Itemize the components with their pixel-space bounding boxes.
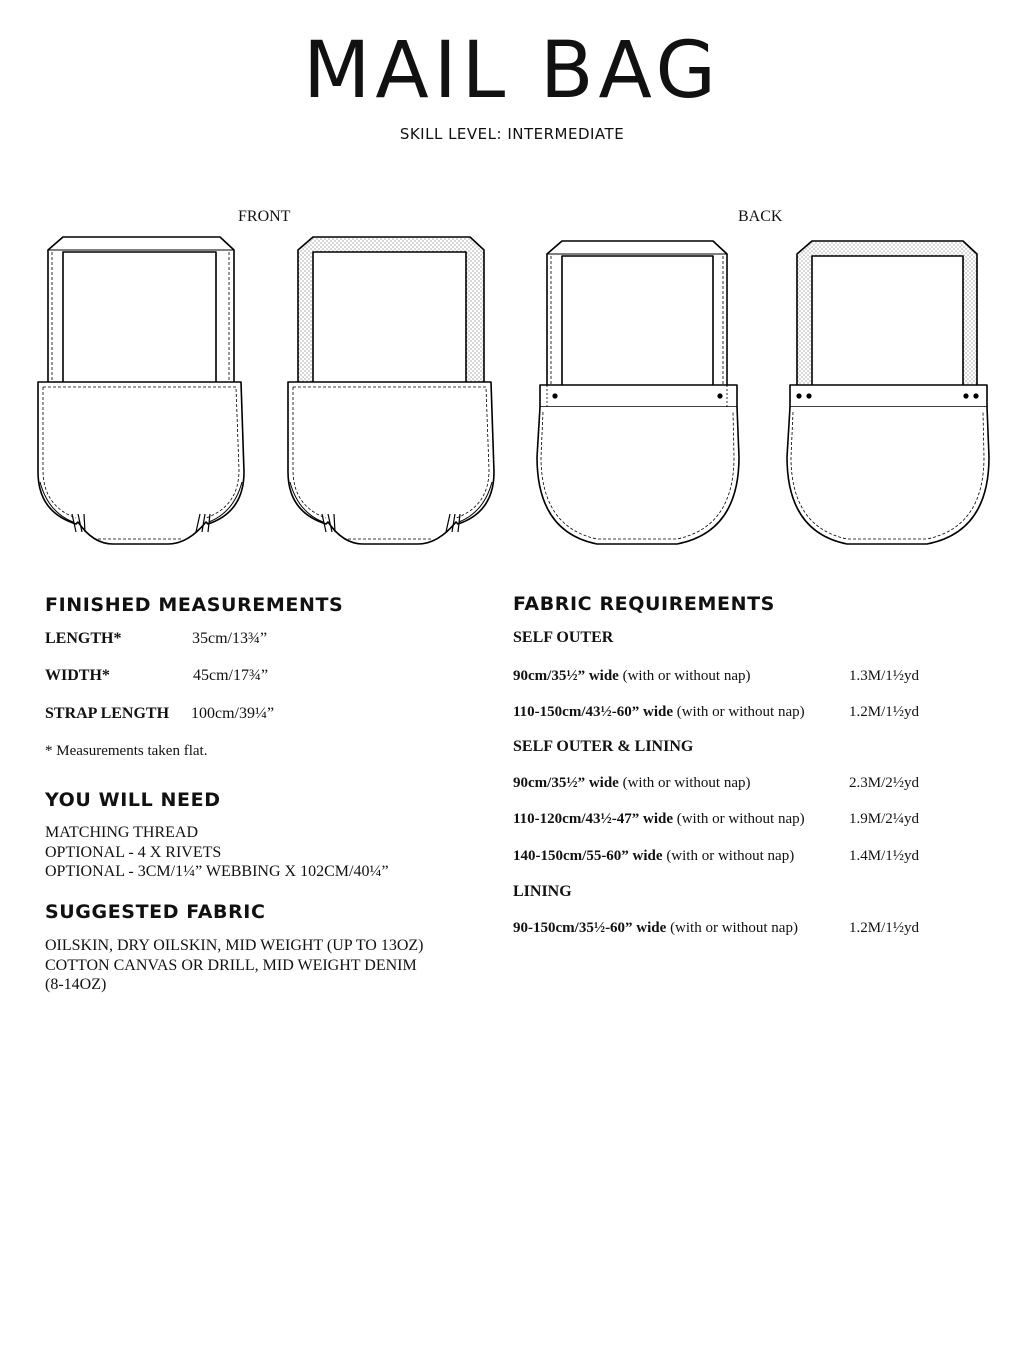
fabric-nap-note: (with or without nap): [676, 704, 805, 720]
finished-measurements-heading: FINISHED MEASUREMENTS: [45, 594, 344, 616]
measurement-value: 45cm/17¾”: [193, 667, 269, 684]
bag-front-lining-illustration: [278, 232, 500, 552]
front-view-label: FRONT: [238, 208, 291, 225]
fabric-group-self-outer: SELF OUTER: [513, 629, 614, 646]
fabric-row: [513, 920, 933, 937]
list-item: OPTIONAL - 3CM/1¼” WEBBING X 102CM/40¼”: [45, 863, 389, 880]
fabric-nap-note: (with or without nap): [670, 920, 798, 936]
fabric-size: 110-120cm/43½-47” wide: [513, 811, 673, 827]
fabric-group-self-outer-lining: SELF OUTER & LINING: [513, 738, 694, 755]
measurement-value: 35cm/13¾”: [192, 630, 268, 647]
you-will-need-heading: YOU WILL NEED: [45, 789, 221, 811]
measurements-note: * Measurements taken flat.: [45, 743, 208, 759]
bag-front-outer-illustration: [28, 232, 250, 552]
fabric-nap-note: (with or without nap): [622, 668, 751, 684]
fabric-row: [513, 848, 933, 865]
skill-level: SKILL LEVEL: INTERMEDIATE: [399, 125, 625, 143]
fabric-size: 140-150cm/55-60” wide: [513, 848, 663, 864]
fabric-amount: 1.4M/1½yd: [849, 848, 920, 864]
fabric-size: 90cm/35½” wide: [513, 668, 619, 684]
measurement-value: 100cm/39¼”: [191, 705, 275, 722]
fabric-row: [513, 775, 933, 792]
list-item: OPTIONAL - 4 X RIVETS: [45, 843, 222, 861]
fabric-size: 90cm/35½” wide: [513, 775, 619, 791]
fabric-group-lining: LINING: [513, 883, 572, 900]
measurement-label: LENGTH*: [45, 630, 122, 647]
bag-back-outer-illustration: [527, 232, 749, 552]
page-title: MAIL BAG: [303, 26, 721, 116]
fabric-amount: 1.3M/1½yd: [849, 668, 920, 684]
measurement-label: WIDTH*: [45, 667, 110, 684]
fabric-row: [513, 811, 933, 828]
suggested-fabric-text: OILSKIN, DRY OILSKIN, MID WEIGHT (UP TO 13OZ) COTTON CANVAS OR DRILL, MID WEIGHT DENIM (8-14OZ): [45, 937, 424, 993]
fabric-requirements-heading: FABRIC REQUIREMENTS: [513, 593, 775, 615]
fabric-nap-note: (with or without nap): [666, 848, 795, 864]
suggested-fabric-heading: SUGGESTED FABRIC: [45, 901, 266, 923]
fabric-row: [513, 704, 933, 721]
bag-back-lining-illustration: [777, 232, 999, 552]
measurement-label: STRAP LENGTH: [45, 705, 170, 722]
fabric-nap-note: (with or without nap): [676, 811, 805, 827]
fabric-amount: 2.3M/2½yd: [849, 775, 920, 791]
fabric-amount: 1.2M/1½yd: [849, 920, 920, 936]
fabric-amount: 1.9M/2¼yd: [849, 811, 920, 827]
fabric-amount: 1.2M/1½yd: [849, 704, 920, 720]
fabric-size: 110-150cm/43½-60” wide: [513, 704, 673, 720]
fabric-nap-note: (with or without nap): [622, 775, 751, 791]
list-item: MATCHING THREAD: [45, 824, 199, 841]
back-view-label: BACK: [738, 208, 783, 225]
fabric-size: 90-150cm/35½-60” wide: [513, 920, 667, 936]
you-will-need-list: [45, 823, 465, 882]
fabric-row: [513, 668, 933, 685]
